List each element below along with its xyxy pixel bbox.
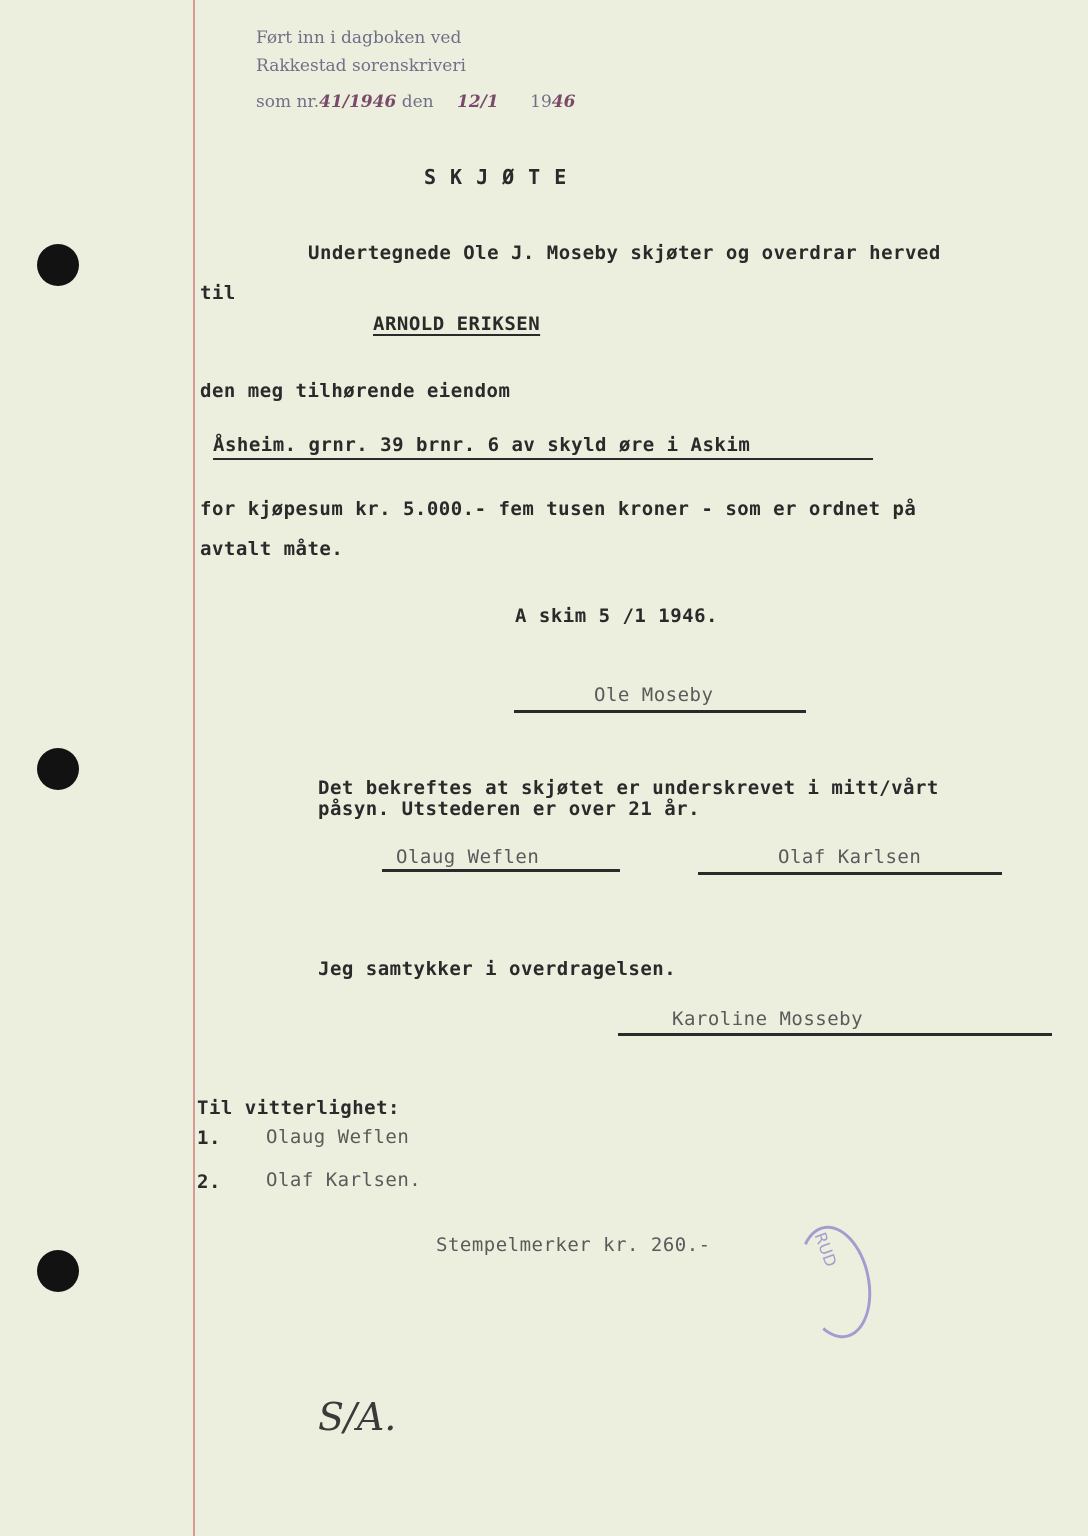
document-title: SKJØTE — [424, 165, 581, 189]
witness-signature-2: Olaf Karlsen — [778, 846, 922, 868]
punch-hole-bottom — [37, 1250, 79, 1292]
property-underline — [213, 458, 873, 460]
rubber-stamp-circle — [789, 1219, 881, 1345]
witness-signature-line-2 — [698, 872, 1002, 875]
consent-text: Jeg samtykker i overdragelsen. — [318, 958, 677, 980]
stamp-date: 12/1 — [457, 92, 499, 112]
stamp-fee: Stempelmerker kr. 260.- — [436, 1234, 711, 1256]
den-label: den — [401, 92, 434, 112]
stamp-year-suffix: 46 — [551, 92, 576, 112]
registry-stamp-line1: Ført inn i dagboken ved — [256, 28, 462, 48]
seller-signature: Ole Moseby — [594, 684, 714, 706]
seller-signature-line — [514, 710, 806, 713]
witness-signature-1: Olaug Weflen — [396, 846, 540, 868]
place-date: A skim 5 /1 1946. — [515, 605, 718, 627]
witness-signature-line-1 — [382, 869, 620, 872]
som-nr-label: som nr. — [256, 92, 320, 112]
buyer-name: ARNOLD ERIKSEN — [373, 313, 541, 335]
confirm-line2: påsyn. Utstederen er over 21 år. — [318, 798, 701, 820]
price-line2: avtalt måte. — [200, 538, 344, 560]
witness-num-1: 1. — [197, 1127, 221, 1149]
til-text: til — [200, 282, 236, 304]
witness-name-1: Olaug Weflen — [266, 1126, 410, 1148]
registry-stamp-line2: Rakkestad sorenskriveri — [256, 56, 466, 76]
margin-line — [193, 0, 195, 1536]
consent-signature: Karoline Mosseby — [672, 1008, 864, 1030]
rubber-stamp-text: RUD — [810, 1229, 841, 1270]
witnesses-heading: Til vitterlighet: — [197, 1097, 400, 1119]
witness-num-2: 2. — [197, 1171, 221, 1193]
stamp-year-prefix: 19 — [530, 92, 552, 112]
property-description: Åsheim. grnr. 39 brnr. 6 av skyld øre i Askim — [213, 434, 751, 456]
punch-hole-top — [37, 244, 79, 286]
handwritten-initials: S/A. — [318, 1395, 397, 1439]
punch-hole-middle — [37, 748, 79, 790]
intro-text: Undertegnede Ole J. Moseby skjøter og overdrar herved — [308, 242, 941, 264]
consent-signature-line — [618, 1033, 1052, 1036]
som-nr-value: 41/1946 — [319, 92, 397, 112]
price-line1: for kjøpesum kr. 5.000.- fem tusen kroner - som er ordnet på — [200, 498, 917, 520]
registry-stamp-line3 — [256, 92, 575, 112]
property-intro: den meg tilhørende eiendom — [200, 380, 511, 402]
confirm-line1: Det bekreftes at skjøtet er underskrevet i mitt/vårt — [318, 777, 939, 799]
witness-name-2: Olaf Karlsen. — [266, 1169, 422, 1191]
